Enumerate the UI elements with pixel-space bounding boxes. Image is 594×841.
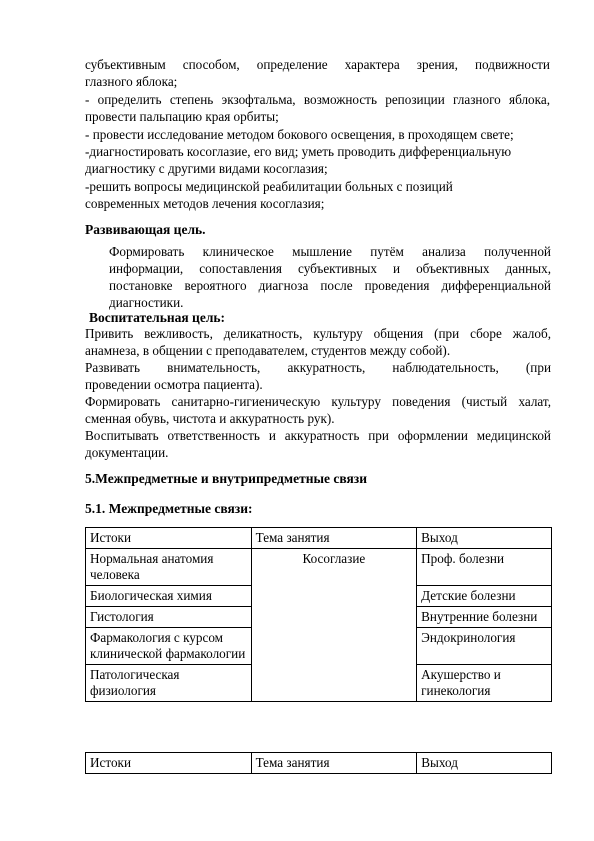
output-cell: Внутренние болезни <box>417 607 552 628</box>
educational-line-8: документации. <box>85 445 169 460</box>
educational-line-3: Развивать внимательность, аккуратность, наблюдательность, (при <box>85 360 551 375</box>
intro-line-7: диагностику с другими видами косоглазия; <box>85 161 328 176</box>
output-cell: Эндокринология <box>417 628 552 665</box>
header-topic: Тема занятия <box>251 753 417 774</box>
educational-line-6: сменная обувь, чистота и аккуратность рук). <box>85 411 335 426</box>
developing-line-4: диагностики. <box>109 295 184 310</box>
educational-line-7: Воспитывать ответственность и аккуратность при оформлении медицинской <box>85 428 551 443</box>
developing-line-2: информации, сопоставления субъективных и объективных данных, <box>109 261 551 276</box>
header-output: Выход <box>417 528 552 549</box>
educational-line-2: анамнеза, в общении с преподавателем, студентов между собой). <box>85 343 451 358</box>
educational-line-5: Формировать санитарно-гигиеническую культуру поведения (чистый халат, <box>85 394 551 409</box>
header-sources: Истоки <box>86 753 252 774</box>
developing-line-1: Формировать клиническое мышление путём анализа полученной <box>109 244 551 259</box>
header-topic: Тема занятия <box>251 528 417 549</box>
source-cell: Фармакология с курсом клинической фармакологии <box>86 628 252 665</box>
intro-line-2: глазного яблока; <box>85 74 178 89</box>
section-5-1-heading: 5.1. Межпредметные связи: <box>85 501 253 516</box>
intro-line-6: -диагностировать косоглазие, его вид; уметь проводить дифференциальную <box>85 144 512 159</box>
intro-line-1: субъективным способом, определение характера зрения, подвижности <box>85 57 550 72</box>
educational-line-1: Привить вежливость, деликатность, культуру общения (при сборе жалоб, <box>85 326 551 341</box>
intro-line-5: - провести исследование методом бокового освещения, в проходящем свете; <box>85 127 514 142</box>
educational-goal-heading: Воспитательная цель: <box>89 310 226 325</box>
developing-goal-heading: Развивающая цель. <box>85 222 206 237</box>
intro-line-8: -решить вопросы медицинской реабилитации больных с позиций <box>85 179 453 194</box>
section-5-heading: 5.Межпредметные и внутрипредметные связи <box>85 471 368 486</box>
source-cell: Нормальная анатомия человека <box>86 549 252 586</box>
intro-line-4: провести пальпацию края орбиты; <box>85 109 279 124</box>
intradisciplinary-table <box>85 752 552 774</box>
educational-line-4: проведении осмотра пациента). <box>85 377 263 392</box>
interdisciplinary-table <box>85 527 552 702</box>
topic-cell: Косоглазие <box>251 549 417 702</box>
header-sources: Истоки <box>86 528 252 549</box>
table-header-row <box>86 753 552 774</box>
header-output: Выход <box>417 753 552 774</box>
developing-line-3: постановке вероятного диагноза после проведения дифференциальной <box>109 278 551 293</box>
intro-line-9: современных методов лечения косоглазия; <box>85 196 325 211</box>
output-cell: Акушерство и гинекология <box>417 665 552 702</box>
output-cell: Детские болезни <box>417 586 552 607</box>
table-row <box>86 549 552 586</box>
output-cell: Проф. болезни <box>417 549 552 586</box>
source-cell: Биологическая химия <box>86 586 252 607</box>
intro-line-3: - определить степень экзофтальма, возможность репозиции глазного яблока, <box>85 92 550 107</box>
source-cell: Гистология <box>86 607 252 628</box>
source-cell: Патологическая физиология <box>86 665 252 702</box>
table-header-row <box>86 528 552 549</box>
